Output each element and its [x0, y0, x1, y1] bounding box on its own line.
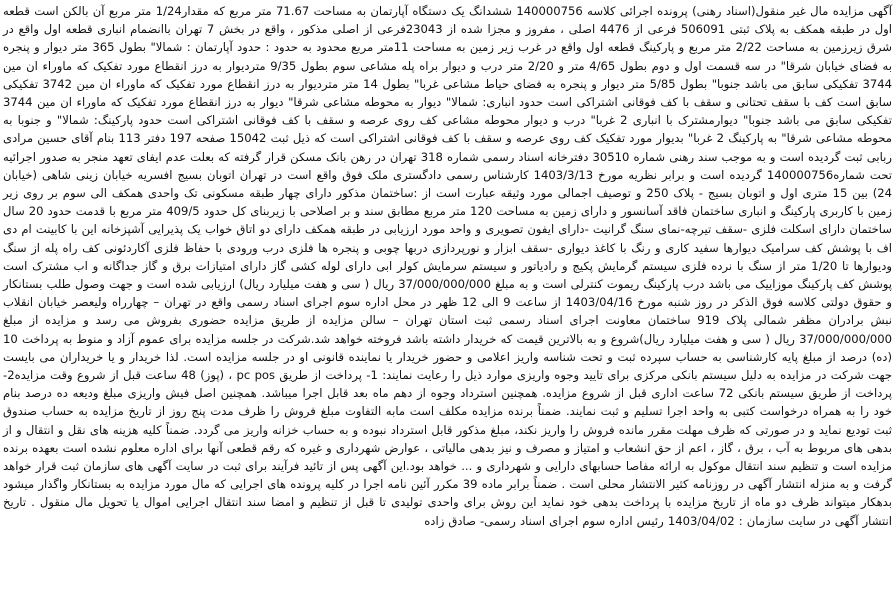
auction-notice-text: آگهی مزایده مال غیر منقول(اسناد رهنی) پرونده اجرائی کلاسه 140000756 ششدانگ یک دستگاه آپارتمان به مساحت 71.67 متر مربع که مقدار1/24 متر مربع آن بالکن است قطعه اول در طبقه همکف به پلاک ثبتی 506091 فرعی از 4476 اصلی ، مفروز و مجزا شده از 23043فرعی از اصلی مذکور ، واقع در بخش 7 تهران باانضمام انباری قطعه اول واقع در شرق زیرزمین به مساحت 2/22 متر مربع و پارکینگ قطعه اول واقع در غرب زیر زمین به مساحت 11متر مربع محدود به حدود : حدود آپارتمان : شمالا" بطول 365 متر دیوار و پنجره به فضای خیابان شرقا" در سه قسمت اول و دوم بطول 4/65 متر و 2/20 متر درب و دیوار براه پله مشاعی سوم بطول 9/35 متردیوار به درز انقطاع مورد تفکیک که ماوراء ان مین 3744 تفکیکی سابق می باشد جنوبا" بطول 5/85 متر دیوار و پنجره به فضای حیاط مشاعی غربا" بطول 14 متر متردیوار به درز انقطاع مورد تفکیک که ماوراء ان مین 3742 تفکیکی سابق است کف با سقف تحتانی و سقف با کف فوقانی اشتراکی است حدود انباری: شمالا" دیوار به محوطه مشاعی شرقا" دیوار به درز انقطاع مورد تفکیک که ماوراء ان مین 3744 تفکیکی سابق می باشد جنوبا" دیوارمشترک با انباری 2 غربا" درب و دیوار محوطه مشاعی کف روی عرصه و سقف با کف فوقانی اشتراکی است حدود پارکینگ: شمالا" و جنوبا به محوطه مشاعی شرقا" به پارکینگ 2 غربا" بدیوار مورد تفکیک کف روی عرصه و سقف با کف فوقانی اشتراکی است که ذیل ثبت 15042 صفحه 197 دفتر 113 بنام آقای حسین مرادی ربابی ثبت گردیده است و به موجب سند رهنی شماره 30510 دفترخانه اسناد رسمی شماره 318 تهران در رهن بانک مسکن قرار گرفته که بعلت عدم ایفای تعهد منجر به صدور اجرائیه تحت شماره140000756 گردیده است و برابر نظریه مورخ 1403/3/13 کارشناس رسمی دادگستری ملک فوق واقع است در تهران اتوبان بسیج افسریه خیابان زینی شاهی (خیابان 24) بین 15 متری اول و اتوبان بسیج - پلاک 250 و توصیف اجمالی مورد وثیقه عبارت است از :ساختمان مذکور دارای چهار طبقه مسکونی تک واحدی همکف الی سوم بر روی زیر زمین با کاربری پارکینگ و انباری ساختمان فاقد آسانسور و دارای زمین به مساحت 120 متر مربع مطابق سند و بر اصلاحی با زیربنای کل حدود 409/5 متر مربع با قدمت حدود 20 سال ساختمان دارای اسکلت فلزی -سقف تیرچه-نمای سنگ گرانیت -دارای ایفون تصویری و واحد مورد ارزیابی در طبقه همکف دارای دو اتاق خواب یک پذیرایی آشپزخانه این با کابینت ام دی اف با پوشش کف سرامیک دیوارها سفید کاری و رنگ با کاغذ دیواری -سقف ابزار و نورپردازی دربها چوبی و پنجره ها فلزی درب ورودی با حفاظ فلزی آکاردئونی کف راه پله از سنگ ودیوارها تا 1/20 متر از سنگ با نرده فلزی سیستم گرمایش پکیج و رادیاتور و سیستم سرمایش کولر ابی دارای لوله کشی گاز دارای امتیازات برق و گاز جداگانه و اب مشترک است پوشش کف پارکینگ موزاییک می باشد درب پارکینگ ریموت کنترلی است و به مبلغ 37/000/000/000 ریال ( سی و هفت میلیارد ریال) ارزیابی شده است و جهت وصول طلب بستانکار و حقوق دولتی کلاسه فوق الذکر در روز شنبه مورخ 1403/04/16 از ساعت 9 الی 12 ظهر در محل اداره سوم اجرای اسناد رسمی واقع در تهران – چهارراه ولیعصر خیابان انقلاب نبش برادران مظفر شمالی پلاک 919 ساختمان معاونت اجرای اسناد رسمی ثبت استان تهران – سالن مزایده از طریق مزایده حضوری بفروش می رسد و مزایده از مبلغ 37/000/000/000 ریال ( سی و هفت میلیارد ریال)شروع و به بالاترین قیمت که خریدار داشته باشد فروخته خواهد شد.شرکت در جلسه مزایده برای عموم آزاد و منوط به پرداخت 10 (ده) درصد از مبلغ پایه کارشناسی به حساب سپرده ثبت و تحت شناسه واریز اعلامی و حضور خریدار یا نماینده قانونی او در جلسه مزایده است. لذا خریدار و یا خریداران می بایست جهت شرکت در مزایده به دلیل سیستم بانکی مرکزی برای تایید وجوه واریزی موارد ذیل را رعایت نمایند: 1- پرداخت از طریق pc pos ، (پوز) 48 ساعت قبل از شروع وقت مزایده2- پرداخت از طریق سیستم بانکی 72 ساعت اداری قبل از شروع مزایده. همچنین استرداد وجوه از دهم ماه بعد قابل اجرا میباشد. همچنین اصل فیش واریزی مبلغ ودیعه ده درصد بنام خود را به همراه درخواست کتبی به واحد اجرا تسلیم و ثبت نمایند. ضمناً برنده مزایده مکلف است مابه التفاوت مبلغ فروش را ظرف مدت پنج روز از تاریخ مزایده به حساب صندوق ثبت توديع نمايد و در صورتی که ظرف مهلت مقرر مانده فروش را واریز نکند، مبلغ مذکور قابل استرداد نبوده و به حساب خزانه واریز می گردد. ضمناً کلیه هزینه های نقل و انتقال و از بدهی های مربوط به آب ، برق ، گاز ، اعم از حق انشعاب و امتیاز و مصرف و نیز بدهی مالیاتی ، عوارض شهرداری و غیره که رقم قطعی آنها برای اداره معلوم نشده است بعهده برنده مزایده است و تنظیم سند انتقال موکول به ارائه مفاصا حسابهای دارایی و شهرداری و ... خواهد بود.این آگهی پس از تائید فرآیند برای ثبت در سایت آگهی های سازمان ثبت قرار خواهد گرفت و به منزله انتشار آگهی در روزنامه کثیر الانتشار محلی است . ضمناً برابر ماده 39 مکرر آئین نامه اجرا در کلیه پرونده های اجرایی که مال مورد مزایده به بستانکار واگذار میشود بدهکار میتواند ظرف دو ماه از تاریخ مزایده با پرداخت بدهی خود نماید این روش برای واحدی تولیدی تا قبل از تنظیم و امضا سند انتقال اجرایی اموال یا تحویل مال منقول . تاریخ انتشار آگهی در سایت سازمان : 1403/04/02 رئیس اداره سوم اجرای اسناد رسمی- صادق زاده — [3, 4, 893, 528]
